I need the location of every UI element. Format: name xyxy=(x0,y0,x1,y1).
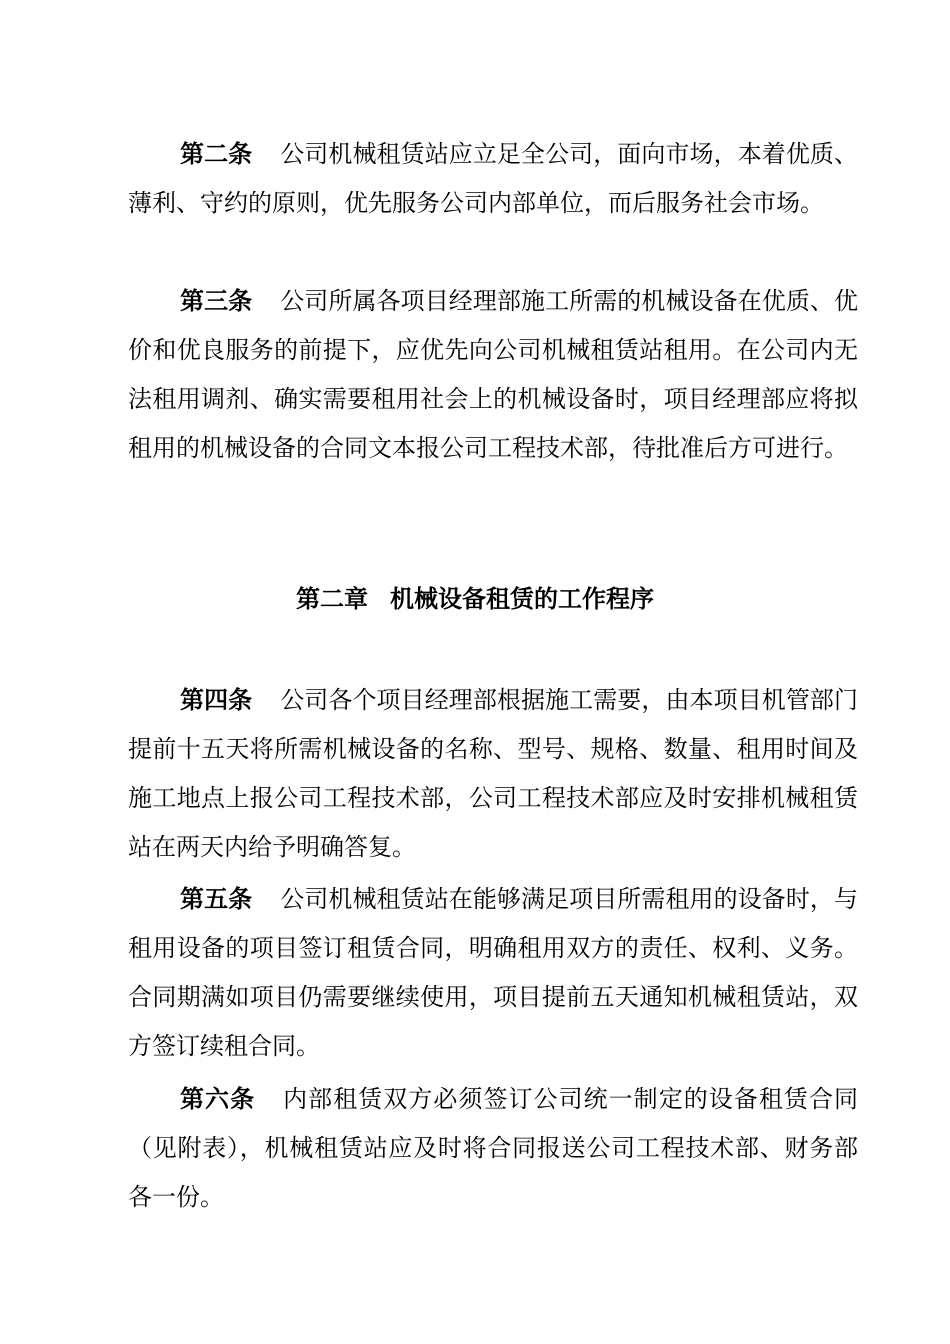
article-4 xyxy=(128,675,858,872)
article-label: 第二条 xyxy=(180,139,253,168)
article-text: 公司各个项目经理部根据施工需要，由本项目机管部门提前十五天将所需机械设备的名称、型号、规格、数量、租用时间及施工地点上报公司工程技术部，公司工程技术部应及时安排机械租赁站在两天内给予明确答复。 xyxy=(128,686,859,861)
article-label: 第四条 xyxy=(180,685,253,714)
chapter-number: 第二章 xyxy=(296,584,368,613)
article-label: 第六条 xyxy=(180,1084,256,1113)
chapter-title: 机械设备租赁的工作程序 xyxy=(390,584,654,613)
article-text: 公司机械租赁站应立足全公司，面向市场，本着优质、薄利、守约的原则，优先服务公司内部单位，而后服务社会市场。 xyxy=(128,140,859,217)
article-3 xyxy=(128,276,858,473)
chapter-heading xyxy=(0,574,950,623)
article-text: 内部租赁双方必须签订公司统一制定的设备租赁合同（见附表），机械租赁站应及时将合同报送公司工程技术部、财务部各一份。 xyxy=(128,1085,859,1211)
article-label: 第五条 xyxy=(180,884,253,913)
article-text: 公司机械租赁站在能够满足项目所需租用的设备时，与租用设备的项目签订租赁合同，明确租用双方的责任、权利、义务。合同期满如项目仍需要继续使用，项目提前五天通知机械租赁站，双方签订续租合同。 xyxy=(128,885,859,1060)
article-text: 公司所属各项目经理部施工所需的机械设备在优质、优价和优良服务的前提下，应优先向公司机械租赁站租用。在公司内无法租用调剂、确实需要租用社会上的机械设备时，项目经理部应将拟租用的机械设备的合同文本报公司工程技术部，待批准后方可进行。 xyxy=(128,287,859,462)
article-6 xyxy=(128,1074,858,1222)
article-5 xyxy=(128,874,858,1071)
article-2 xyxy=(128,129,858,228)
article-label: 第三条 xyxy=(180,286,253,315)
